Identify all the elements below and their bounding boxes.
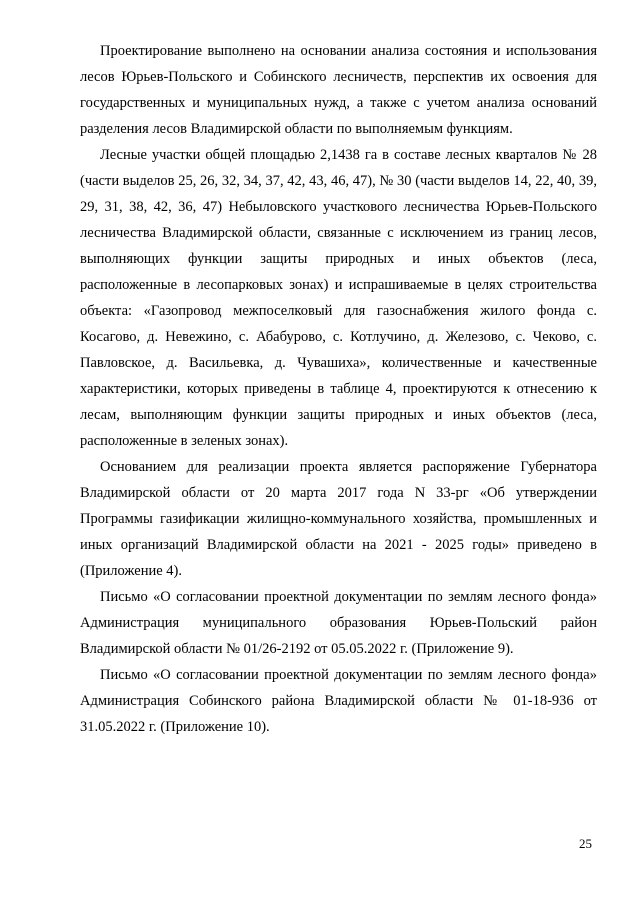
- paragraph-forest-plots: Лесные участки общей площадью 2,1438 га в составе лесных кварталов № 28 (части выделов 25, 26, 32, 34, 37, 42, 43, 46, 47), № 30 (части выделов 14, 22, 40, 39, 29, 31, 38, 42, 36, 47) Небыловского участкового лесничества Юрьев-Польского лесничества Владимирской области, связанные с исключением из границ лесов, выполняющих функции защиты природных и иных объектов (леса, расположенные в лесопарковых зонах) и испрашиваемые в целях строительства объекта: «Газопровод межпоселковый для газоснабжения жилого фонда с. Косагово, д. Невежино, с. Абабурово, с. Котлучино, д. Железово, с. Чеково, с. Павловское, д. Васильевка, д. Чувашиха», количественные и качественные характеристики, которых приведены в таблице 4, проектируются к отнесению к лесам, выполняющим функции защиты природных и иных объектов (леса, расположенные в зеленых зонах).: [80, 147, 597, 449]
- paragraph-project-basis: Основанием для реализации проекта является распоряжение Губернатора Владимирской области от 20 марта 2017 года N 33-рг «Об утверждении Программы газификации жилищно-коммунального хозяйства, промышленных и иных организаций Владимирской области на 2021 - 2025 годы» приведено в (Приложение 4).: [80, 459, 597, 579]
- paragraph-letter-sobinsky: Письмо «О согласовании проектной документации по землям лесного фонда» Администрация Собинского района Владимирской области № 01-18-936 от 31.05.2022 г. (Приложение 10).: [80, 667, 597, 735]
- paragraph-letter-yuryev: Письмо «О согласовании проектной документации по землям лесного фонда» Администрация муниципального образования Юрьев-Польский район Владимирской области № 01/26-2192 от 05.05.2022 г. (Приложение 9).: [80, 589, 597, 657]
- paragraph-design-basis: Проектирование выполнено на основании анализа состояния и использования лесов Юрьев-Польского и Собинского лесничеств, перспектив их освоения для государственных и муниципальных нужд, а также с учетом анализа оснований разделения лесов Владимирской области по выполняемым функциям.: [80, 43, 597, 137]
- page-number: 25: [579, 836, 592, 851]
- document-body: [80, 38, 597, 740]
